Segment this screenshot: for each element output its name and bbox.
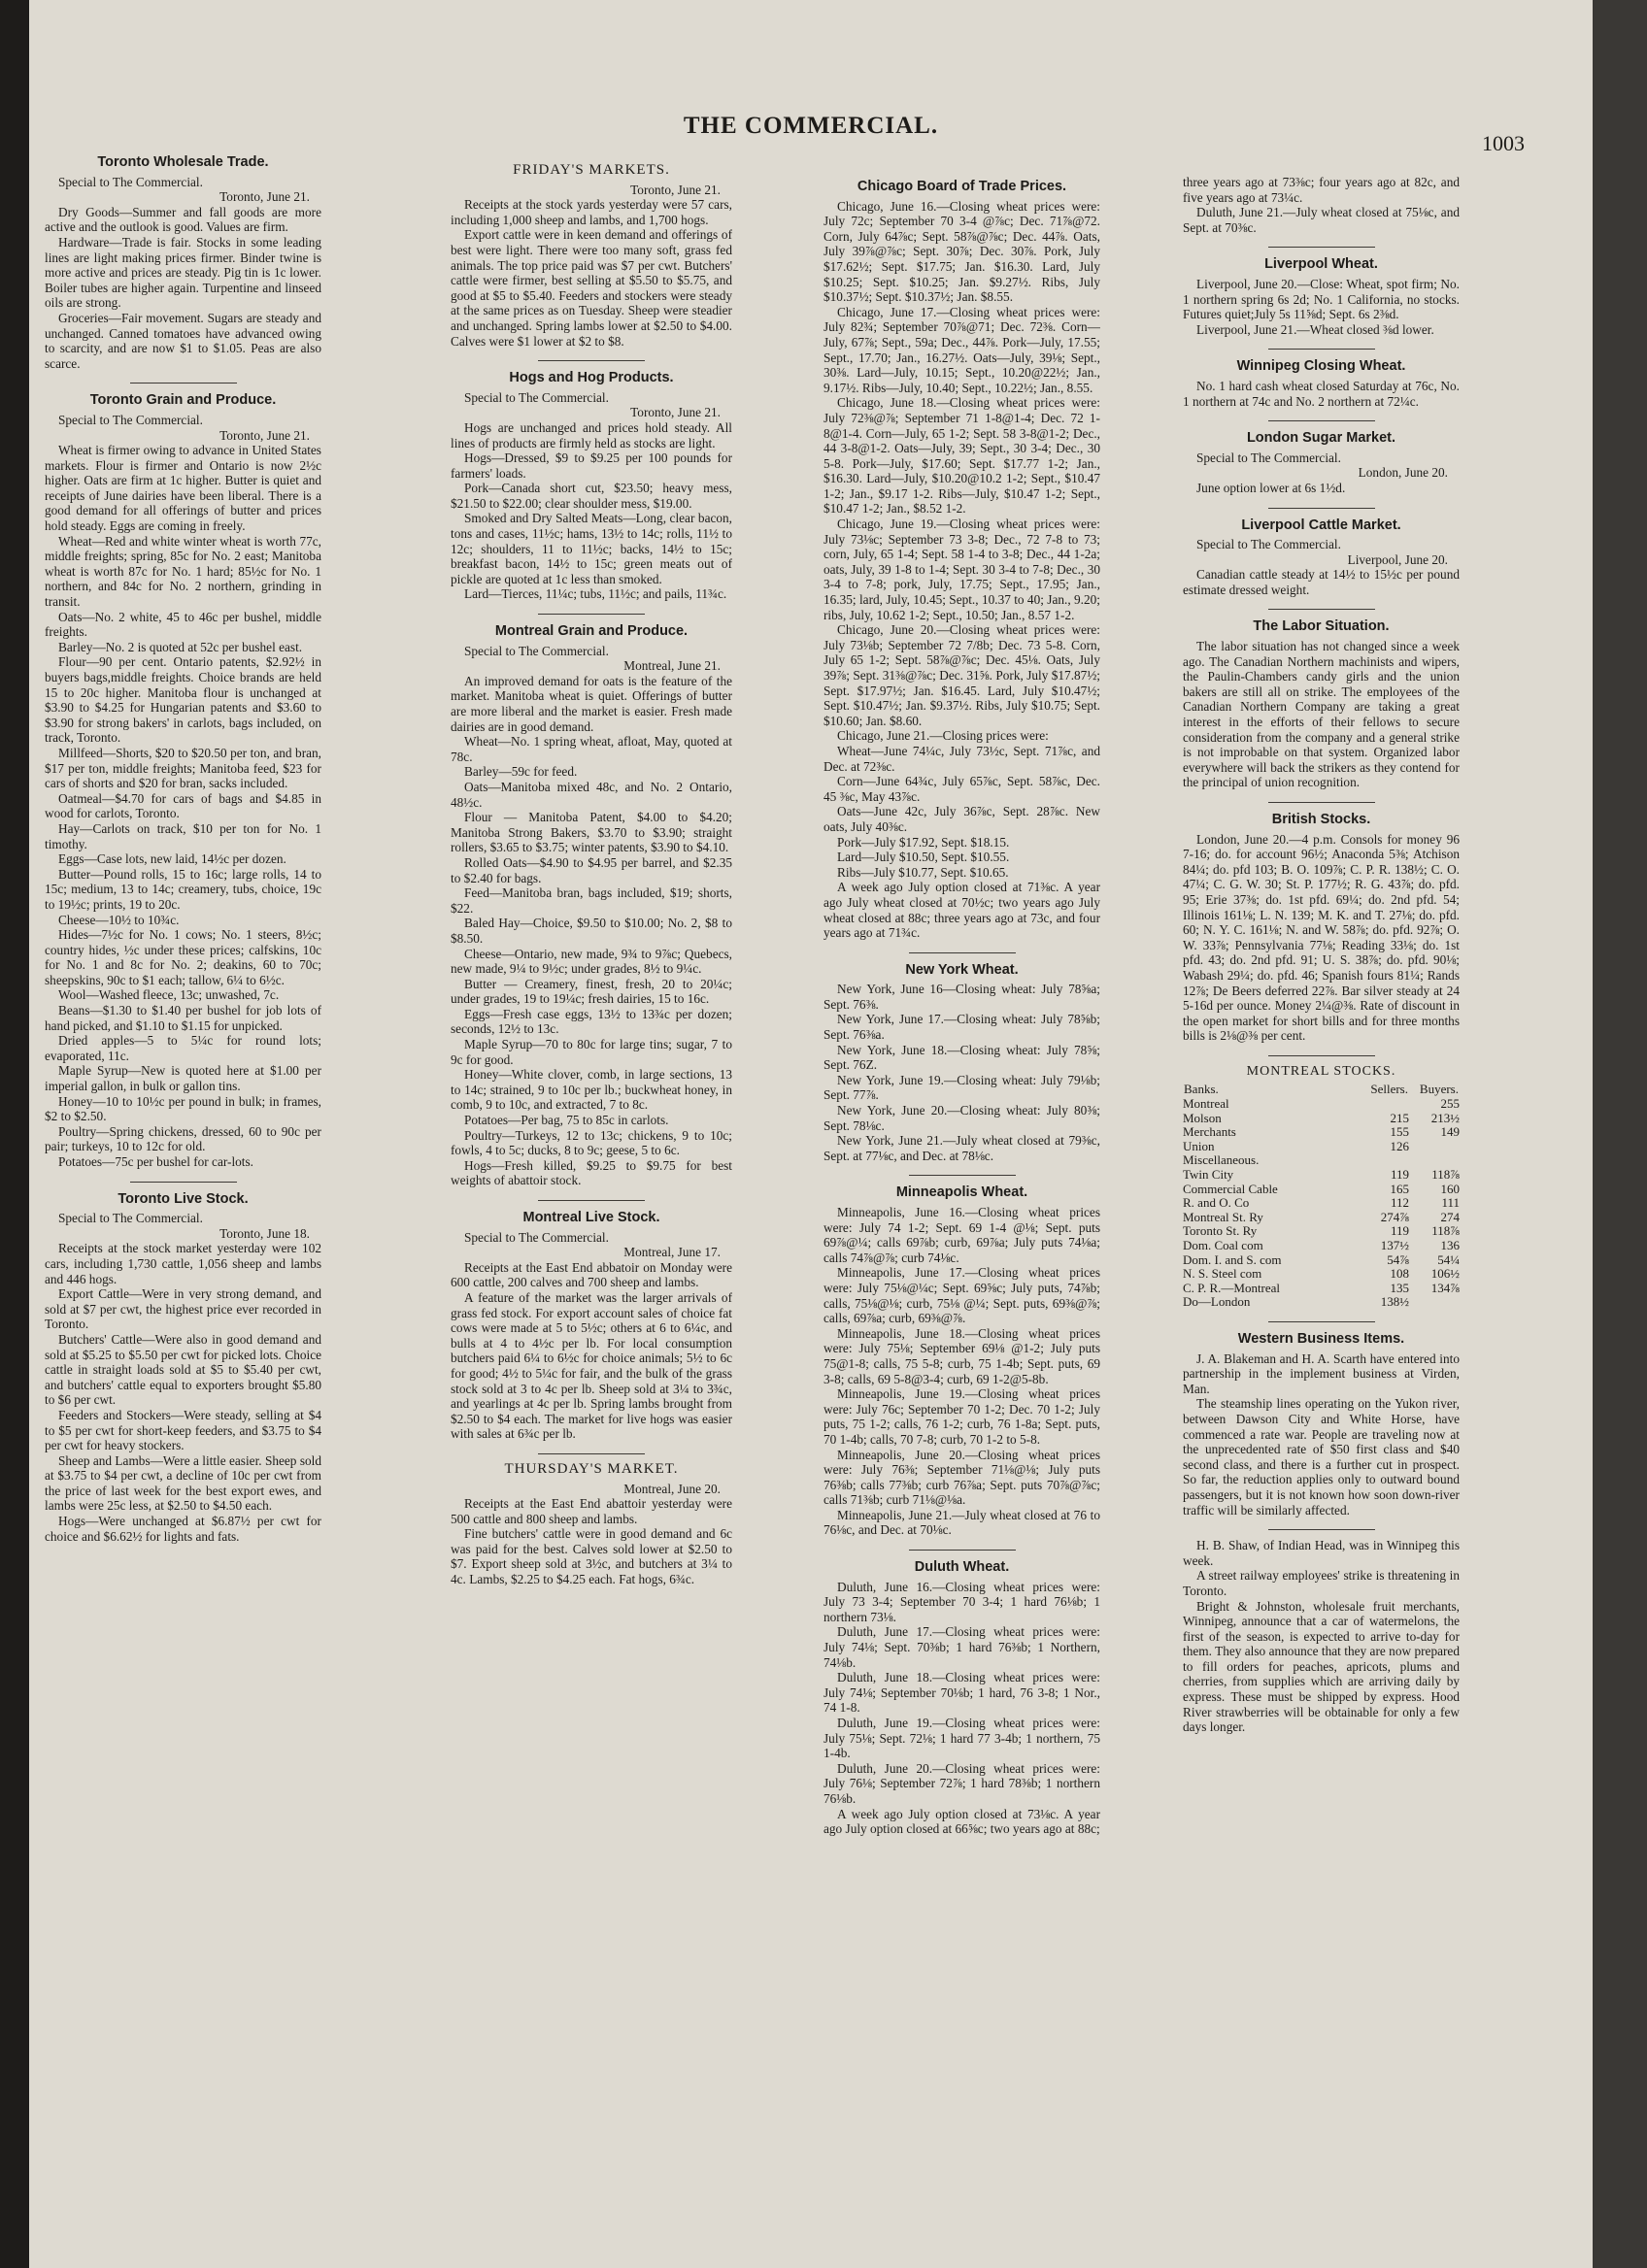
- masthead: THE COMMERCIAL.: [683, 113, 939, 139]
- divider: [538, 1200, 645, 1201]
- column-4: [1183, 175, 1460, 2058]
- dateline: Toronto, June 21.: [219, 189, 310, 205]
- article: [824, 180, 1100, 941]
- stock-sellers: 126: [1390, 1138, 1409, 1153]
- dateline: Toronto, June 21.: [219, 427, 310, 443]
- paragraph: Wheat is firmer owing to advance in United States markets. Flour is firmer and Ontario is now 2½c higher. Oats are firm at 1c higher. Butter is quiet and receipts of June dairies have been liberal. There is a good demand for all offerings of butter and prices hold steady. Eggs are coming in freely.: [45, 443, 321, 534]
- article: [1183, 813, 1460, 1044]
- paragraph: New York, June 19.—Closing wheat: July 79⅛b; Sept. 77⅞.: [824, 1072, 1100, 1103]
- paragraph: Hogs—Dressed, $9 to $9.25 per 100 pounds for farmers' loads.: [451, 450, 732, 481]
- paragraph: Feeders and Stockers—Were steady, selling at $4 to $5 per cwt for short-keep feeders, and $3.75 to $4 per cwt for heavy stockers.: [45, 1407, 321, 1453]
- paragraph: Receipts at the stock market yesterday were 102 cars, including 1,730 cattle, 1,056 sheep and lambs and 446 hogs.: [45, 1241, 321, 1286]
- paragraph: J. A. Blakeman and H. A. Scarth have entered into partnership in the implement business at Virden, Man.: [1183, 1351, 1460, 1396]
- divider: [1268, 802, 1375, 803]
- stock-name: Commercial Cable: [1183, 1181, 1278, 1196]
- paragraph: Pork—July $17.92, Sept. $18.15.: [837, 834, 1010, 850]
- divider: [538, 1453, 645, 1454]
- stock-buyers: 136: [1440, 1238, 1460, 1253]
- stock-buyers: 54¼: [1437, 1251, 1460, 1267]
- dateline: Montreal, June 21.: [623, 658, 721, 674]
- divider: [1268, 349, 1375, 350]
- paragraph: Lard—Tierces, 11¼c; tubs, 11½c; and pails, 11¾c.: [464, 586, 727, 602]
- dateline: Toronto, June 21.: [630, 182, 721, 197]
- paragraph: Poultry—Turkeys, 12 to 13c; chickens, 9 to 10c; fowls, 4 to 5c; ducks, 8 to 9c; geese, 5 to 6c.: [451, 1127, 732, 1158]
- stock-name: Dom. Coal com: [1183, 1238, 1263, 1253]
- article-heading: Liverpool Cattle Market.: [1241, 517, 1401, 533]
- paragraph: Wool—Washed fleece, 13c; unwashed, 7c.: [58, 987, 280, 1003]
- paragraph: Minneapolis, June 21.—July wheat closed at 76 to 76⅛c, and Dec. at 70⅛c.: [824, 1507, 1100, 1538]
- article: [824, 1185, 1100, 1538]
- stocks-header-row: [1183, 1082, 1460, 1098]
- dateline: Montreal, June 17.: [623, 1245, 721, 1260]
- stock-buyers: 111: [1441, 1195, 1460, 1211]
- stock-buyers: 274: [1440, 1209, 1460, 1224]
- table-row: [1183, 1224, 1460, 1239]
- paragraph: Chicago, June 19.—Closing wheat prices were: July 73⅛c; September 73 3-8; Dec., 72 7-8 to 73; corn, July, 65 1-4; Sept. 58 1-4 to 3-8; Dec., 44 1-2a; oats, July, 39 1-8 to 1-4; Sept. 30 3-4 to 7-8; Dec., 30 3-4 to 7-8; pork, July, 17.75; Sept., 17.95; Jan., 16.35; lard, July, 10.45; Sept., 10.37 to 40; Jan., 9.20; ribs, July, 10.62 1-2; Sept., 10.50; Jan., 8.57 1-2.: [824, 517, 1100, 622]
- article-heading: Montreal Live Stock.: [522, 1210, 660, 1225]
- paragraph: Chicago, June 17.—Closing wheat prices were: July 82¾; September 70⅞@71; Dec. 72⅜. Corn—July, 67⅞; Sept., 59a; Dec., 44⅞. Pork—July, 17.55; Sept., 17.70; Jan., 16.27½. Oats—July, 39⅛; Sept., 30⅜. Lard—July, 10.15; Sept., 10.20@22½; Jan., 9.17½. Ribs—July, 10.40; Sept., 10.22½; Jan., 8.55.: [824, 304, 1100, 395]
- header-banks: Banks.: [1184, 1081, 1219, 1096]
- stock-sellers: 155: [1390, 1124, 1409, 1140]
- paragraph: H. B. Shaw, of Indian Head, was in Winnipeg this week.: [1183, 1538, 1460, 1568]
- paragraph: Fine butchers' cattle were in good demand and 6c was paid for the best. Calves sold lower at $2.50 to $7. Export sheep sold at 3½c, and butchers at 3¼ to 4c. Lambs, $2.25 to $4.25 each. Fat hogs, 6¾c.: [451, 1526, 732, 1587]
- stock-buyers: 213½: [1430, 1110, 1460, 1125]
- paragraph: Lard—July $10.50, Sept. $10.55.: [837, 850, 1010, 865]
- paragraph: Baled Hay—Choice, $9.50 to $10.00; No. 2, $8 to $8.50.: [451, 916, 732, 946]
- montreal-stocks: [1183, 1064, 1460, 1310]
- paragraph: An improved demand for oats is the feature of the market. Manitoba wheat is quiet. Offerings of butter are more liberal and the market is easier. Fresh made dairies are in good demand.: [451, 673, 732, 734]
- paragraph: June option lower at 6s 1½d.: [1196, 480, 1346, 495]
- paragraph: Receipts at the East End abattoir yesterday were 500 cattle and 800 sheep and lambs.: [451, 1496, 732, 1526]
- divider: [1268, 1529, 1375, 1530]
- stock-name: Montreal: [1183, 1096, 1229, 1112]
- article-heading: The Labor Situation.: [1253, 618, 1390, 635]
- paragraph: Hogs—Were unchanged at $6.87½ per cwt for choice and $6.62½ for lights and fats.: [45, 1514, 321, 1544]
- paragraph: Duluth, June 19.—Closing wheat prices were: July 75⅛; Sept. 72⅛; 1 hard 77 3-4b; 1 northern, 75 1-4b.: [824, 1716, 1100, 1761]
- paragraph: Pork—Canada short cut, $23.50; heavy mess, $21.50 to $22.00; clear shoulder mess, $19.00.: [451, 481, 732, 511]
- stock-name: Union: [1183, 1138, 1215, 1153]
- byline: Special to The Commercial.: [464, 643, 609, 658]
- stock-sellers: 274⅞: [1380, 1209, 1409, 1224]
- divider: [1268, 420, 1375, 421]
- paragraph: Ribs—July $10.77, Sept. $10.65.: [837, 864, 1009, 880]
- table-row: [1183, 1295, 1460, 1310]
- divider: [130, 383, 237, 384]
- stock-name: C. P. R.—Montreal: [1183, 1280, 1281, 1295]
- article-heading: New York Wheat.: [905, 961, 1019, 978]
- article-heading: Duluth Wheat.: [914, 1559, 1010, 1576]
- dateline: Toronto, June 18.: [219, 1225, 310, 1241]
- paragraph: Butter — Creamery, finest, fresh, 20 to 20¼c; under grades, 19 to 19¼c; fresh dairies, 15 to 16c.: [451, 976, 732, 1007]
- stock-name: Merchants: [1183, 1124, 1236, 1140]
- stock-buyers: [1409, 1140, 1460, 1154]
- divider: [130, 1182, 237, 1183]
- paragraph: three years ago at 73⅜c; four years ago at 82c, and five years ago at 73¼c.: [1183, 175, 1460, 205]
- byline: Special to The Commercial.: [464, 389, 609, 405]
- page-number: 1003: [1482, 131, 1525, 155]
- paragraph: Canadian cattle steady at 14½ to 15½c per pound estimate dressed weight.: [1183, 567, 1460, 597]
- article: [1183, 619, 1460, 790]
- article-heading: Chicago Board of Trade Prices.: [857, 179, 1067, 194]
- paragraph: Cheese—10½ to 10¾c.: [58, 912, 180, 927]
- paragraph: Millfeed—Shorts, $20 to $20.50 per ton, and bran, $17 per ton, middle freights; Manitoba feed, $23 for cars of shorts and $20 for bran, sacks included.: [45, 745, 321, 791]
- stock-sellers: 137½: [1380, 1238, 1409, 1253]
- paragraph: Minneapolis, June 20.—Closing wheat prices were: July 76⅜; September 71⅛@⅛; July puts 76⅜b; calls 77⅜b; curb 76⅞a; Sept. puts 70⅞@⅞c; calls 71⅜b; curb 71⅛@⅛a.: [824, 1447, 1100, 1508]
- article: [1183, 431, 1460, 495]
- article: [451, 163, 732, 349]
- column-2: [451, 155, 732, 2136]
- divider: [538, 614, 645, 615]
- paragraph: Dry Goods—Summer and fall goods are more active and the outlook is good. Values are firm.: [45, 204, 321, 235]
- stock-name: N. S. Steel com: [1183, 1266, 1262, 1282]
- column-4-tail-articles: [1183, 1321, 1460, 1735]
- paragraph: A street railway employees' strike is threatening in Toronto.: [1183, 1568, 1460, 1598]
- article-heading: Hogs and Hog Products.: [509, 370, 674, 386]
- paragraph: The steamship lines operating on the Yukon river, between Dawson City and White Horse, have commenced a rate war. People are traveling now at the unprecedented rate of $50 first class and $40 second class, and there is a further cut in prospect. So far, the reduction applies only to outward bound passengers, but it is not known how soon down-river traffic will be similarly affected.: [1183, 1396, 1460, 1518]
- table-row: [1183, 1253, 1460, 1268]
- stock-buyers: 160: [1440, 1181, 1460, 1196]
- table-row: [1183, 1140, 1460, 1154]
- paragraph: Export Cattle—Were in very strong demand, and sold at $7 per cwt, the highest price ever recorded in Toronto.: [45, 1286, 321, 1332]
- article-heading: Montreal Grain and Produce.: [494, 623, 689, 640]
- dateline: Toronto, June 21.: [630, 405, 721, 420]
- stock-name: Montreal St. Ry: [1183, 1209, 1263, 1224]
- paragraph: London, June 20.—4 p.m. Consols for money 96 7-16; do. for account 96½; Anaconda 5⅜; Atchison 84¼; do. pfd 103; B. O. 109⅞; C. P. R. 138½; C. O. 47¼; C. G. W. 30; St. P. 177½; R. G. 43⅞; do. pfd. 95; Erie 37⅜; do. 1st pfd. 69¼; do. 2nd pfd. 54; Illinois 161⅛; L. N. 139; M. K. and T. 27⅛; do. pfd. 60; N. Y. C. 161⅛; N. and W. 58⅞; do. pfd. 92⅞; O. W. 33⅞; Pennsylvania 77⅛; Reading 33⅛; do. 1st pfd. 43; do. 2nd pfd. 91; U. S. 38⅞; do. pfd. 90⅛; Wabash 29¼; do. pfd. 46; Spanish fours 81¼; Rands 12⅞; De Beers deferred 22⅞. Bar silver steady at 24 5-16d per ounce. Money 2¼@⅜. Rate of discount in the open market for short bills and for three months bills is 2⅛@⅜ per cent.: [1183, 831, 1460, 1044]
- article-heading: Western Business Items.: [1237, 1331, 1405, 1347]
- paragraph: Maple Syrup—70 to 80c for large tins; sugar, 7 to 9c for good.: [451, 1037, 732, 1067]
- paragraph: Butter—Pound rolls, 15 to 16c; large rolls, 14 to 15c; medium, 13 to 14c; creamery, tubs, choice, 19c to 19½c; prints, 19 to 20c.: [45, 866, 321, 912]
- paragraph: Dried apples—5 to 5¼c for round lots; evaporated, 11c.: [45, 1033, 321, 1063]
- article: [1183, 518, 1460, 598]
- paragraph: Oatmeal—$4.70 for cars of bags and $4.85 in wood for carlots, Toronto.: [45, 790, 321, 821]
- paragraph: Hogs—Fresh killed, $9.25 to $9.75 for best weights of abattoir stock.: [451, 1157, 732, 1188]
- article-heading: Toronto Live Stock.: [118, 1190, 249, 1207]
- table-row: [1183, 1112, 1460, 1126]
- stock-sellers: 165: [1390, 1181, 1409, 1196]
- article-subheading: THURSDAY'S MARKET.: [504, 1460, 679, 1477]
- stock-name: Do—London: [1183, 1294, 1251, 1310]
- article: [451, 371, 732, 602]
- table-row: [1183, 1183, 1460, 1197]
- article: [45, 393, 321, 1169]
- byline: Special to The Commercial.: [1196, 537, 1341, 552]
- paragraph: Chicago, June 21.—Closing prices were:: [837, 728, 1049, 744]
- paragraph: Export cattle were in keen demand and offerings of best were light. There were too many soft, grass fed animals. The top price paid was $7 per cwt. Butchers' cattle were firmer, best selling at $5.50 to $5.75, and good at $5 to $5.40. Feeders and stockers were steady at the same prices as on Tuesday. Sheep were steadier and unchanged. Spring lambs lower at $2.50 to $4.00. Calves were $1 lower at $2 to $8.: [451, 227, 732, 349]
- dateline: Montreal, June 20.: [623, 1481, 721, 1496]
- article-heading: British Stocks.: [1271, 812, 1371, 827]
- stock-sellers: 138½: [1380, 1294, 1409, 1310]
- divider: [909, 952, 1016, 953]
- paragraph: Hardware—Trade is fair. Stocks in some leading lines are light making prices firmer. Binder twine is more active and prices are steady. Pig tin is 1c lower. Boiler tubes are higher again. Turpentine and linseed oils are strong.: [45, 234, 321, 311]
- paragraph: Honey—White clover, comb, in large sections, 13 to 14c; strained, 9 to 10c per lb.; buckwheat honey, in comb, 9 to 10c, and extracted, 7 to 8c.: [451, 1067, 732, 1113]
- paragraph: Oats—Manitoba mixed 48c, and No. 2 Ontario, 48½c.: [451, 779, 732, 810]
- paragraph: Eggs—Fresh case eggs, 13½ to 13¾c per dozen; seconds, 12½ to 13c.: [451, 1006, 732, 1037]
- article: [45, 155, 321, 371]
- paragraph: The labor situation has not changed since a week ago. The Canadian Northern machinists and wipers, the Paulin-Chambers candy girls and the union bakers are still all on strike. The employees of the Canadian Northern Company are taking a great interest in the efforts of their fellows to secure consideration from the company and a general strike is not improbable on that system. Organized labor everywhere will back the strikers as they contend for the principal of union recognition.: [1183, 639, 1460, 790]
- paragraph: Feed—Manitoba bran, bags included, $19; shorts, $22.: [451, 885, 732, 916]
- paragraph: Duluth, June 17.—Closing wheat prices were: July 74⅛; Sept. 70⅜b; 1 hard 76⅜b; 1 Northern, 74⅛b.: [824, 1624, 1100, 1670]
- paragraph: Honey—10 to 10½c per pound in bulk; in frames, $2 to $2.50.: [45, 1093, 321, 1124]
- paragraph: Duluth, June 16.—Closing wheat prices were: July 73 3-4; September 70 3-4; 1 hard 76⅛b; 1 northern 73⅛.: [824, 1579, 1100, 1624]
- stock-buyers: 134⅞: [1430, 1280, 1460, 1295]
- montreal-stocks-table: [1183, 1082, 1460, 1311]
- paragraph: Sheep and Lambs—Were a little easier. Sheep sold at $3.75 to $4 per cwt, a decline of 10c per cwt from the price of last week for the best export ewes, and lambs were 25c less, at $2.50 to $4.50 each.: [45, 1452, 321, 1514]
- article: [824, 1560, 1100, 1837]
- table-row: [1183, 1153, 1460, 1168]
- stock-buyers: 149: [1440, 1124, 1460, 1140]
- byline: Special to The Commercial.: [464, 1229, 609, 1245]
- paragraph: Wheat—No. 1 spring wheat, afloat, May, quoted at 78c.: [451, 734, 732, 764]
- stock-sellers: 112: [1390, 1195, 1409, 1211]
- article: [1183, 359, 1460, 409]
- stock-buyers: 118⅞: [1431, 1167, 1460, 1183]
- paragraph: Chicago, June 16.—Closing wheat prices were: July 72c; September 70 3-4 @⅞c; Dec. 71⅞@72. Corn, July 64⅞c; Sept. 58⅞@⅞c; Dec. 44⅞. Oats, July 39⅞@⅞c; Sept. 30⅞; Dec. 30⅞. Pork, July $17.62½; Sept. $17.75; Jan. $16.30. Lard, July $10.25; Sept. $10.25; Jan. $9.27½. Ribs, July $10.37½; Sept. $10.37½; Jan. $8.55.: [824, 198, 1100, 305]
- paragraph: Duluth, June 18.—Closing wheat prices were: July 74⅛; September 70⅛b; 1 hard, 76 3-8; 1 Nor., 74 1-8.: [824, 1670, 1100, 1716]
- table-row: [1183, 1097, 1460, 1112]
- paragraph: Chicago, June 20.—Closing wheat prices were: July 73⅛b; September 72 7/8b; Dec. 73 5-8. Corn, July 65 1-2; Sept. 58⅞@⅞c; Dec. 45⅛. Oats, July 39⅞; Sept. 31⅜@⅞c; Dec. 31⅝. Pork, July $17.87½; Sept. $17.97½; Jan. $16.45. Lard, July $10.47½; Sept. $10.47½; Jan. $9.37½. Ribs, July $10.75; Sept. $10.60; Jan. $8.60.: [824, 622, 1100, 728]
- paragraph: Barley—59c for feed.: [464, 764, 578, 780]
- article-heading: London Sugar Market.: [1246, 430, 1396, 447]
- article: [1183, 1332, 1460, 1518]
- stock-sellers: 108: [1390, 1266, 1409, 1282]
- dateline: Liverpool, June 20.: [1347, 551, 1448, 567]
- column-1: [45, 146, 321, 2165]
- table-row: [1183, 1168, 1460, 1183]
- stock-name: Dom. I. and S. com: [1183, 1251, 1282, 1267]
- paragraph: Liverpool, June 21.—Wheat closed ⅜d lower.: [1196, 321, 1434, 337]
- paragraph: New York, June 17.—Closing wheat: July 78⅝b; Sept. 76⅜a.: [824, 1012, 1100, 1043]
- paragraph: Flour — Manitoba Patent, $4.00 to $4.20; Manitoba Strong Bakers, $3.70 to $3.90; straight rollers, $3.65 to $3.75; winter patents, $3.90 to $4.10.: [451, 810, 732, 855]
- paragraph: Wheat—Red and white winter wheat is worth 77c, middle freights; spring, 85c for No. 2 east; Manitoba wheat is worth 87c for No. 1 hard; 85½c for No. 1 northern, and 84c for No. 2 northern, grinding in transit.: [45, 533, 321, 610]
- article: [1183, 175, 1460, 235]
- paragraph: Chicago, June 18.—Closing wheat prices were: July 72⅜@⅞; September 71 1-8@1-4; Dec. 72 1-8@1-4. Corn—July, 65 1-2; Sept. 58 3-8@1-2; Dec., 44 3-8@1-2. Oats—July, 39; Sept., 30 3-4; Dec., 30 5-8. Pork—July, $17.60; Sept. $17.77 1-2; Jan., $16.30. Lard—July, $10.20@10.2 1-2; Sept., $10.47 1-2; Jan., $9.17 1-2. Ribs—July, $10.47 1-2; Sept., $10.47 1-2; Jan., $8.52 1-2.: [824, 395, 1100, 517]
- article: [451, 1462, 732, 1587]
- byline: Special to The Commercial.: [1196, 450, 1341, 465]
- stock-sellers: 54⅞: [1387, 1251, 1409, 1267]
- paragraph: A week ago July option closed at 73⅛c. A year ago July option closed at 66⅝c; two years ago at 88c;: [824, 1806, 1100, 1837]
- paragraph: Rolled Oats—$4.90 to $4.95 per barrel, and $2.35 to $2.40 for bags.: [451, 854, 732, 885]
- divider: [1268, 1321, 1375, 1322]
- table-row: [1183, 1211, 1460, 1225]
- paragraph: Corn—June 64¾c, July 65⅞c, Sept. 58⅞c, Dec. 45 ⅜c, May 43⅞c.: [824, 774, 1100, 804]
- table-row: [1183, 1239, 1460, 1253]
- divider: [1268, 609, 1375, 610]
- stock-sellers: 119: [1390, 1223, 1409, 1239]
- paragraph: New York, June 20.—Closing wheat: July 80⅜; Sept. 78⅛c.: [824, 1103, 1100, 1133]
- paragraph: Groceries—Fair movement. Sugars are steady and unchanged. Canned tomatoes have advanced owing to scarcity, and are now $1 to $1.05. Peas are also scarce.: [45, 310, 321, 371]
- paragraph: Smoked and Dry Salted Meats—Long, clear bacon, tons and cases, 11½c; hams, 13½ to 14c; rolls, 11½ to 12c; shoulders, 11 to 11½c; backs, 14½ to 15c; breakfast bacon, 14½ to 15c; green meats out of pickle are quoted at 1c less than smoked.: [451, 511, 732, 586]
- stock-buyers: 118⅞: [1431, 1223, 1460, 1239]
- stock-buyers: 255: [1440, 1096, 1460, 1112]
- table-row: [1183, 1282, 1460, 1296]
- divider: [538, 360, 645, 361]
- stock-sellers: 119: [1390, 1167, 1409, 1183]
- paragraph: Minneapolis, June 19.—Closing wheat prices were: July 76c; September 70 1-2; Dec. 70 1-2; July puts, 75 1-2; calls, 76 1-2; curb, 76 1-8a; Sept. puts, 70 1-4b; calls, 70 7-8; curb, 70 1-2 to 5-8.: [824, 1386, 1100, 1447]
- paragraph: A feature of the market was the larger arrivals of grass fed stock. For export account sales of choice fat cows were made at 5 to 5½c; others at 6 to 6¼c, and bulls at 4 to 4½c per lb. For local consumption butchers paid 6¼ to 6½c for choice animals; 5½ to 6c for good; 4½ to 5¼c for fair, and the bulk of the grass stock sold at 3 to 4c per lb. Sheep sold at 3¼ to 3¾c, and yearlings at 4c per lb. Spring lambs brought from $2.50 to $4 each. The market for live hogs was easier with sales at 6¾c per lb.: [451, 1289, 732, 1442]
- article: [451, 1211, 732, 1442]
- stock-buyers: [1409, 1295, 1460, 1310]
- column-4-articles: [1183, 175, 1460, 1044]
- stock-sellers: [1359, 1097, 1409, 1112]
- paragraph: Minneapolis, June 17.—Closing wheat prices were: July 75⅛@¼c; Sept. 69⅝c; July puts, 74⅞b; calls, 75⅛@⅛; curb, 75⅛ @¼; Sept. puts, 69⅜@⅞; calls, 69⅞a; curb, 69⅜@⅞.: [824, 1265, 1100, 1326]
- article-heading: Toronto Grain and Produce.: [89, 392, 277, 409]
- paragraph: Beans—$1.30 to $1.40 per bushel for job lots of hand picked, and $1.10 to $1.15 for unpicked.: [45, 1003, 321, 1033]
- paragraph: Maple Syrup—New is quoted here at $1.00 per imperial gallon, in bulk or gallon tins.: [45, 1063, 321, 1094]
- paragraph: New York, June 21.—July wheat closed at 79⅜c, Sept. at 77⅛c, and Dec. at 78⅛c.: [824, 1133, 1100, 1163]
- paragraph: Bright & Johnston, wholesale fruit merchants, Winnipeg, announce that a car of watermelons, the first of the season, is expected to arrive to-day for them. They also announce that they are now prepared to fill orders for peaches, apricots, plums and cherries, from supplies which are arriving daily by express. These must be shipped by express. Hood River strawberries will be obtainable for only a few days longer.: [1183, 1598, 1460, 1735]
- paragraph: Barley—No. 2 is quoted at 52c per bushel east.: [58, 639, 303, 654]
- paragraph: Eggs—Case lots, new laid, 14½c per dozen.: [58, 851, 286, 867]
- stock-buyers: 106½: [1430, 1266, 1460, 1282]
- byline: Special to The Commercial.: [58, 174, 203, 189]
- stock-name: R. and O. Co: [1183, 1195, 1250, 1211]
- table-row: [1183, 1125, 1460, 1140]
- article: [45, 1192, 321, 1545]
- header-sellers: Sellers.: [1370, 1081, 1408, 1096]
- paragraph: New York, June 18.—Closing wheat: July 78⅝; Sept. 76Z.: [824, 1042, 1100, 1073]
- stock-sellers: [1359, 1153, 1409, 1168]
- stock-name: Molson: [1183, 1110, 1222, 1125]
- paragraph: Duluth, June 20.—Closing wheat prices were: July 76⅛; September 72⅞; 1 hard 78⅜b; 1 northern 76⅛b.: [824, 1760, 1100, 1806]
- newspaper-page: [29, 0, 1593, 2268]
- paragraph: New York, June 16—Closing wheat: July 78⅝a; Sept. 76⅜.: [824, 982, 1100, 1012]
- article: [1183, 257, 1460, 337]
- table-row: [1183, 1267, 1460, 1282]
- montreal-stocks-title: MONTREAL STOCKS.: [1246, 1063, 1396, 1079]
- paragraph: Wheat—June 74¼c, July 73½c, Sept. 71⅞c, and Dec. at 72⅜c.: [824, 743, 1100, 774]
- paragraph: Butchers' Cattle—Were also in good demand and sold at $5.25 to $5.50 per cwt for picked lots. Choice cattle in straight loads sold at $5 to $5.40 per cwt, and butchers' cattle equal to exporters brought $5.80 to $6 per cwt.: [45, 1331, 321, 1408]
- paragraph: No. 1 hard cash wheat closed Saturday at 76c, No. 1 northern at 74c and No. 2 northern at 72¼c.: [1183, 378, 1460, 409]
- stock-buyers: [1409, 1153, 1460, 1168]
- divider: [909, 1550, 1016, 1551]
- article: [824, 963, 1100, 1164]
- paragraph: Oats—No. 2 white, 45 to 46c per bushel, middle freights.: [45, 609, 321, 640]
- paragraph: Liverpool, June 20.—Close: Wheat, spot firm; No. 1 northern spring 6s 2d; No. 1 California, no stocks. Futures quiet;July 5s 11⅝d; Sept. 6s 2⅜d.: [1183, 276, 1460, 322]
- byline: Special to The Commercial.: [58, 1211, 203, 1226]
- divider: [909, 1175, 1016, 1176]
- article-subheading: FRIDAY'S MARKETS.: [513, 162, 670, 178]
- article: [451, 624, 732, 1188]
- paragraph: Hides—7½c for No. 1 cows; No. 1 steers, 8½c; country hides, ½c under these prices; calfskins, 10c for No. 1 and 8c for No. 2; deakins, 60 to 70c; sheepskins, 90c to $1 each; tallow, 6¼ to 6½c.: [45, 927, 321, 987]
- paragraph: Cheese—Ontario, new made, 9¾ to 9⅞c; Quebecs, new made, 9¼ to 9½c; under grades, 8½ to 9¼c.: [451, 946, 732, 977]
- divider: [1268, 247, 1375, 248]
- paragraph: Potatoes—Per bag, 75 to 85c in carlots.: [464, 1113, 669, 1128]
- column-3: [824, 170, 1100, 2141]
- article-heading: Liverpool Wheat.: [1264, 256, 1378, 273]
- paragraph: Poultry—Spring chickens, dressed, 60 to 90c per pair; turkeys, 10 to 12c for old.: [45, 1123, 321, 1154]
- stock-sellers: 135: [1390, 1280, 1409, 1295]
- table-row: [1183, 1196, 1460, 1211]
- paragraph: Hay—Carlots on track, $10 per ton for No. 1 timothy.: [45, 820, 321, 851]
- stock-name: Twin City: [1183, 1167, 1234, 1183]
- header-buyers: Buyers.: [1419, 1081, 1459, 1096]
- paragraph: Hogs are unchanged and prices hold steady. All lines of products are firmly held as stocks are light.: [451, 419, 732, 450]
- byline: Special to The Commercial.: [58, 412, 203, 427]
- dateline: London, June 20.: [1358, 465, 1448, 481]
- paragraph: Receipts at the East End abbatoir on Monday were 600 cattle, 200 calves and 700 sheep and lambs.: [451, 1259, 732, 1290]
- paragraph: Receipts at the stock yards yesterday were 57 cars, including 1,000 sheep and lambs, and 1,700 hogs.: [451, 197, 732, 227]
- article-heading: Winnipeg Closing Wheat.: [1236, 358, 1406, 375]
- divider: [1268, 508, 1375, 509]
- page-binding-edge: [0, 0, 29, 2268]
- paragraph: Minneapolis, June 16.—Closing wheat prices were: July 74 1-2; Sept. 69 1-4 @⅛; Sept. puts 69⅞@¼; calls 69⅞b; curb, 69⅞a; July puts 74⅛a; calls 74⅞@⅞; curb 74⅛c.: [824, 1205, 1100, 1265]
- paragraph: Oats—June 42c, July 36⅞c, Sept. 28⅞c. New oats, July 40⅜c.: [824, 804, 1100, 834]
- stock-sellers: 215: [1390, 1110, 1409, 1125]
- paragraph: Minneapolis, June 18.—Closing wheat prices were: July 75⅛; September 69⅛ @1-2; July puts 75@1-8; calls, 75 5-8; curb, 75 1-4b; Sept. puts, 69 3-8; calls, 69 5-8@3-4; curb, 69 1-2@5-8b.: [824, 1325, 1100, 1386]
- divider: [1268, 1055, 1375, 1056]
- paragraph: Flour—90 per cent. Ontario patents, $2.92½ in buyers bags,middle freights. Choice brands are held 15 to 20c higher. Manitoba flour is unchanged at $3.90 to $4.25 for Hungarian patents and $3.60 to $3.90 for strong bakers' in carlots, bags included, on track, Toronto.: [45, 654, 321, 746]
- article-heading: Minneapolis Wheat.: [895, 1184, 1028, 1201]
- paragraph: Potatoes—75c per bushel for car-lots.: [58, 1154, 253, 1169]
- paragraph: A week ago July option closed at 71⅜c. A year ago July wheat closed at 70½c; two years ago July wheat closed at 88c; three years ago at 73c, and four years ago at 71¾c.: [824, 880, 1100, 941]
- paragraph: Duluth, June 21.—July wheat closed at 75⅛c, and Sept. at 70⅜c.: [1183, 205, 1460, 235]
- stock-name: Miscellaneous.: [1183, 1152, 1260, 1168]
- article: [1183, 1538, 1460, 1735]
- stock-name: Toronto St. Ry: [1183, 1223, 1258, 1239]
- article-heading: Toronto Wholesale Trade.: [97, 154, 269, 170]
